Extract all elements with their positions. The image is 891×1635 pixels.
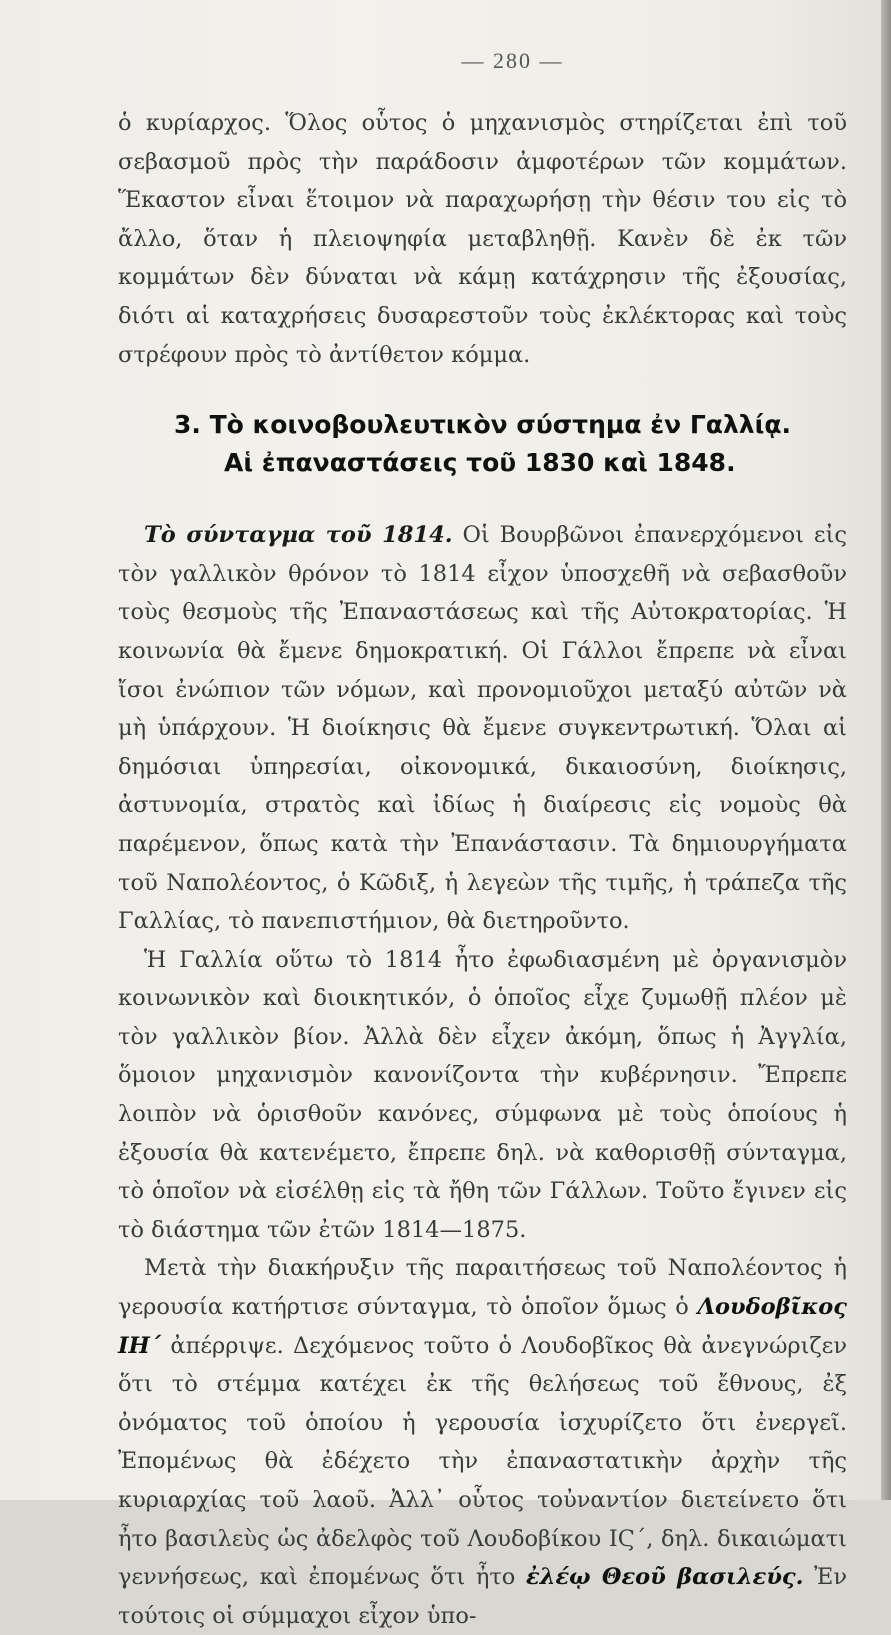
paragraph-text-a: Μετὰ τὴν διακήρυξιν τῆς παραιτήσεως τοῦ Ναπολέοντος ἡ γερουσία κατήρτισε σύνταγμα, τὸ ὁποῖον ὅμως ὁ (118, 1255, 847, 1321)
section-heading-line2: Αἱ ἐπαναστάσεις τοῦ 1830 καὶ 1848. (224, 448, 736, 478)
paragraph-napoleon-abdication (118, 1249, 847, 1635)
page-number: — 280 — (461, 48, 564, 73)
intro-paragraph: ὁ κυρίαρχος. Ὅλος οὗτος ὁ μηχανισμὸς στηρίζεται ἐπὶ τοῦ σεβασμοῦ πρὸς τὴν παράδοσιν ἀμφοτέρων τῶν κομμάτων. Ἕκαστον εἶναι ἕτοιμον νὰ παραχωρήσῃ τὴν θέσιν του εἰς τὸ ἄλλο, ὅταν ἡ πλειοψηφία μεταβληθῇ. Κανὲν δὲ ἐκ τῶν κομμάτων δὲν δύναται νὰ κάμῃ κατάχρησιν τῆς ἐξουσίας, διότι αἱ καταχρήσεις δυσαρεστοῦν τοὺς ἐκλέκτορας καὶ τοὺς στρέφουν πρὸς τὸ ἀντίθετον κόμμα. (118, 110, 847, 368)
section-heading (118, 406, 847, 482)
emphasis-divine-right: ἐλέῳ Θεοῦ βασιλεύς. (526, 1564, 804, 1591)
paragraph-body: Οἱ Βουρβῶνοι ἐπανερχόμενοι εἰς τὸν γαλλικὸν θρόνον τὸ 1814 εἶχον ὑποσχεθῆ νὰ σεβασθοῦν τοὺς θεσμοὺς τῆς Ἐπαναστάσεως καὶ τῆς Αὐτοκρατορίας. Ἡ κοινωνία θὰ ἔμενε δημοκρατική. Οἱ Γάλλοι ἔπρεπε νὰ εἶναι ἴσοι ἐνώπιον τῶν νόμων, καὶ προνομιοῦχοι μεταξύ αὐτῶν νὰ μὴ ὑπάρχουν. Ἡ διοίκησις θὰ ἔμενε συγκεντρωτική. Ὅλαι αἱ δημόσιαι ὑπηρεσίαι, οἰκονομικά, δικαιοσύνη, διοίκησις, ἀστυνομία, στρατὸς καὶ ἰδίως ἡ διαίρεσις εἰς νομοὺς θὰ παρέμενον, ὅπως κατὰ τὴν Ἐπανάστασιν. Τὰ δημιουργήματα τοῦ Ναπολέοντος, ὁ Κῶδιξ, ἡ λεγεὼν τῆς τιμῆς, ἡ τράπεζα τῆς Γαλλίας, τὸ πανεπιστήμιον, θὰ διετηροῦντο. (118, 522, 847, 935)
paragraph-france-1814: Ἡ Γαλλία οὕτω τὸ 1814 ἦτο ἐφωδιασμένη μὲ ὀργανισμὸν κοινωνικὸν καὶ διοικητικόν, ὁ ὁποῖος εἶχε ζυμωθῇ πλέον μὲ τὸν γαλλικὸν βίον. Ἀλλὰ δὲν εἶχεν ἀκόμη, ὅπως ἡ Ἀγγλία, ὅμοιον μηχανισμὸν κανονίζοντα τὴν κυβέρνησιν. Ἔπρεπε λοιπὸν νὰ ὁρισθοῦν κανόνες, σύμφωνα μὲ τοὺς ὁποίους ἡ ἐξουσία θὰ κατενέμετο, ἔπρεπε δηλ. νὰ καθορισθῇ σύνταγμα, τὸ ὁποῖον νὰ εἰσέλθῃ εἰς τὰ ἤθη τῶν Γάλλων. Τοῦτο ἔγινεν εἰς τὸ διάστημα τῶν ἐτῶν 1814—1875. (118, 946, 847, 1243)
section-heading-line1: 3. Τὸ κοινοβουλευτικὸν σύστημα ἐν Γαλλίᾳ. (174, 410, 792, 440)
paragraph-text-b: ἀπέρριψε. Δεχόμενος τοῦτο ὁ Λουδοβῖκος θὰ ἀνεγνώριζεν ὅτι τὸ στέμμα κατέχει ἐκ τῆς θελήσεως τοῦ ἔθνους, ἐξ ὀνόματος τοῦ ὁποίου ἡ γερουσία ἰσχυρίζετο ὅτι ἐνεργεῖ. Ἐπομένως θὰ ἐδέχετο τὴν ἐπαναστατικὴν ἀρχὴν τῆς κυριαρχίας τοῦ λαοῦ. Ἀλλ᾽ οὗτος τοὐναντίον διετείνετο ὅτι ἦτο βασιλεὺς ὡς ἀδελφὸς τοῦ Λουδοβίκου ΙϚ΄, δηλ. δικαιώματι γεννήσεως, καὶ ἐπομένως ὅτι ἦτο (118, 1332, 847, 1591)
emphasis-louis-xviii: Λουδοβῖκος ΙΗ΄ (118, 1294, 847, 1359)
paragraph-constitution-1814 (118, 516, 847, 941)
page-edge-shadow (881, 0, 891, 1500)
paragraph-text-c: Ἐν τούτοις οἱ σύμμαχοι εἶχον ὑπο- (118, 1564, 848, 1629)
paragraph-lead-title: Τὸ σύνταγμα τοῦ 1814. (144, 522, 453, 549)
